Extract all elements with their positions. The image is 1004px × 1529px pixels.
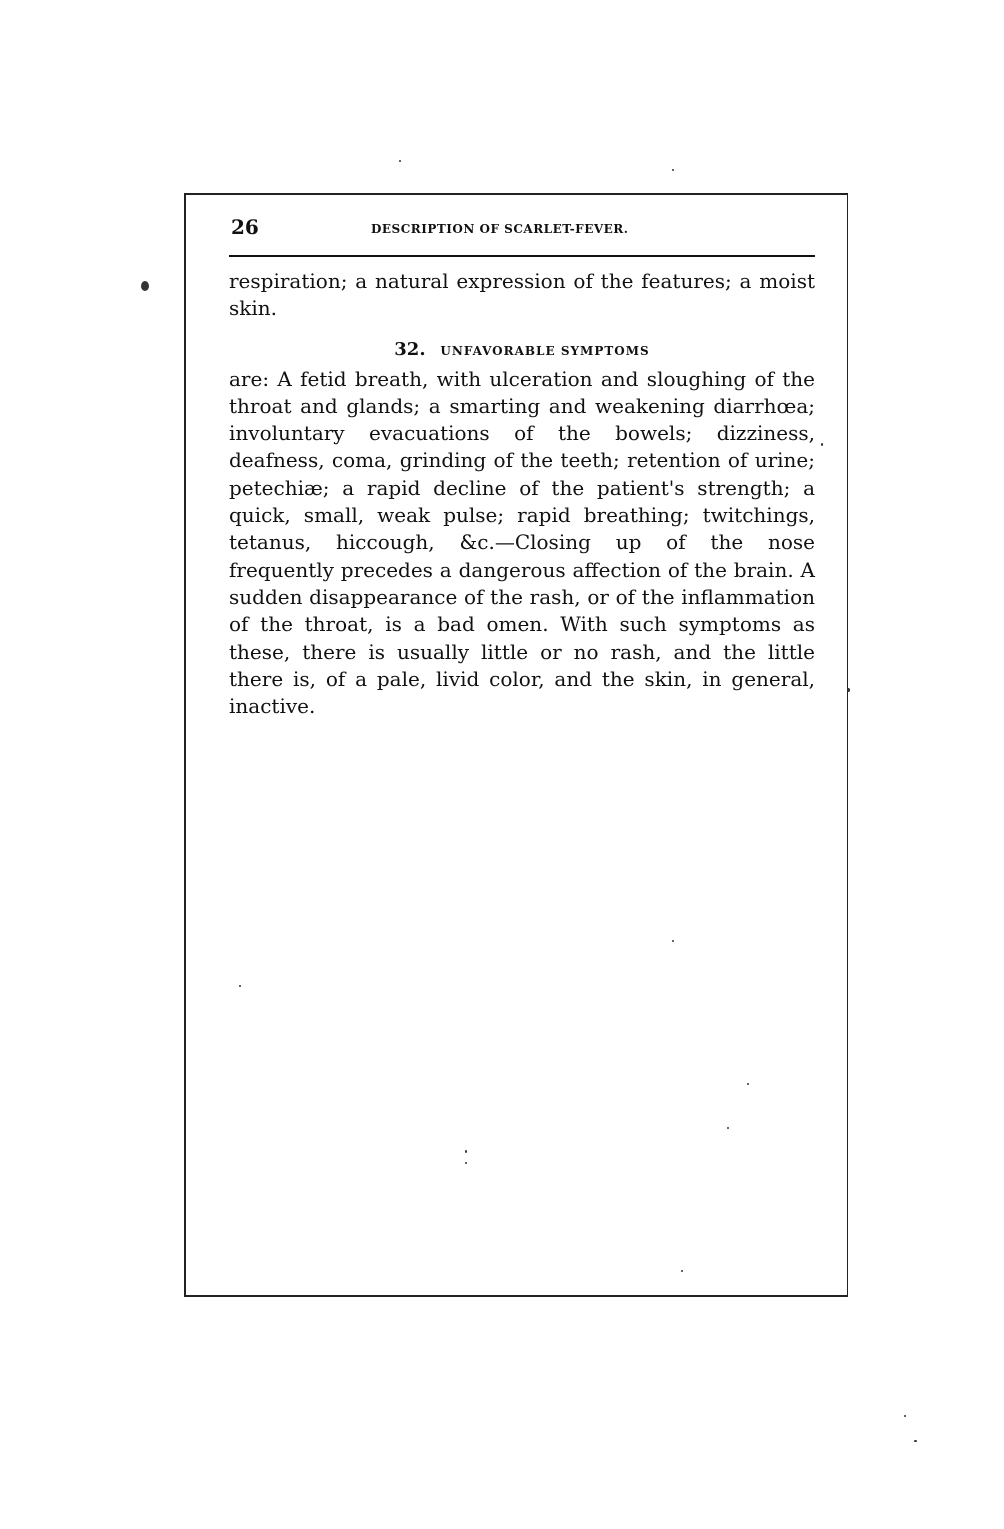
scan-speck [747,1083,749,1085]
scan-speck [821,443,823,446]
scan-speck [239,985,241,987]
page-body [229,268,815,720]
scan-speck [681,1270,683,1272]
running-head [229,213,815,253]
section-title: UNFAVORABLE SYMPTOMS [440,343,650,358]
scan-speck [141,281,149,291]
scan-speck [465,1162,467,1164]
section-heading [229,340,815,361]
page-number: 26 [231,215,259,239]
scan-speck [914,1440,917,1442]
continued-paragraph: respiration; a natural expression of the features; a moist skin. [229,269,815,321]
scan-speck [672,169,674,171]
header-rule [229,255,815,257]
scan-speck [904,1415,906,1417]
section-number: 32. [394,338,426,360]
scan-speck [727,1127,729,1129]
running-title: DESCRIPTION OF SCARLET-FEVER. [371,222,629,236]
scan-speck [399,160,401,162]
scan-speck [672,940,674,942]
scan-speck [465,1150,467,1153]
section-paragraph: are: A fetid breath, with ulceration and sloughing of the throat and glands; a smarting and weakening diarrhœa; involuntary evacuations of the bowels; dizziness, deafness, coma, grinding of the teeth; retention of urine; petechiæ; a rapid decline of the patient's strength; a quick, small, weak pulse; rapid breathing; twitchings, tetanus, hiccough, &c.—Closing up of the nose frequently precedes a dangerous affection of the brain. A sudden disappearance of the rash, or of the inflammation of the throat, is a bad omen. With such symptoms as these, there is usually little or no rash, and the little there is, of a pale, livid color, and the skin, in general, inactive. [229,366,815,719]
scan-speck [847,688,850,692]
